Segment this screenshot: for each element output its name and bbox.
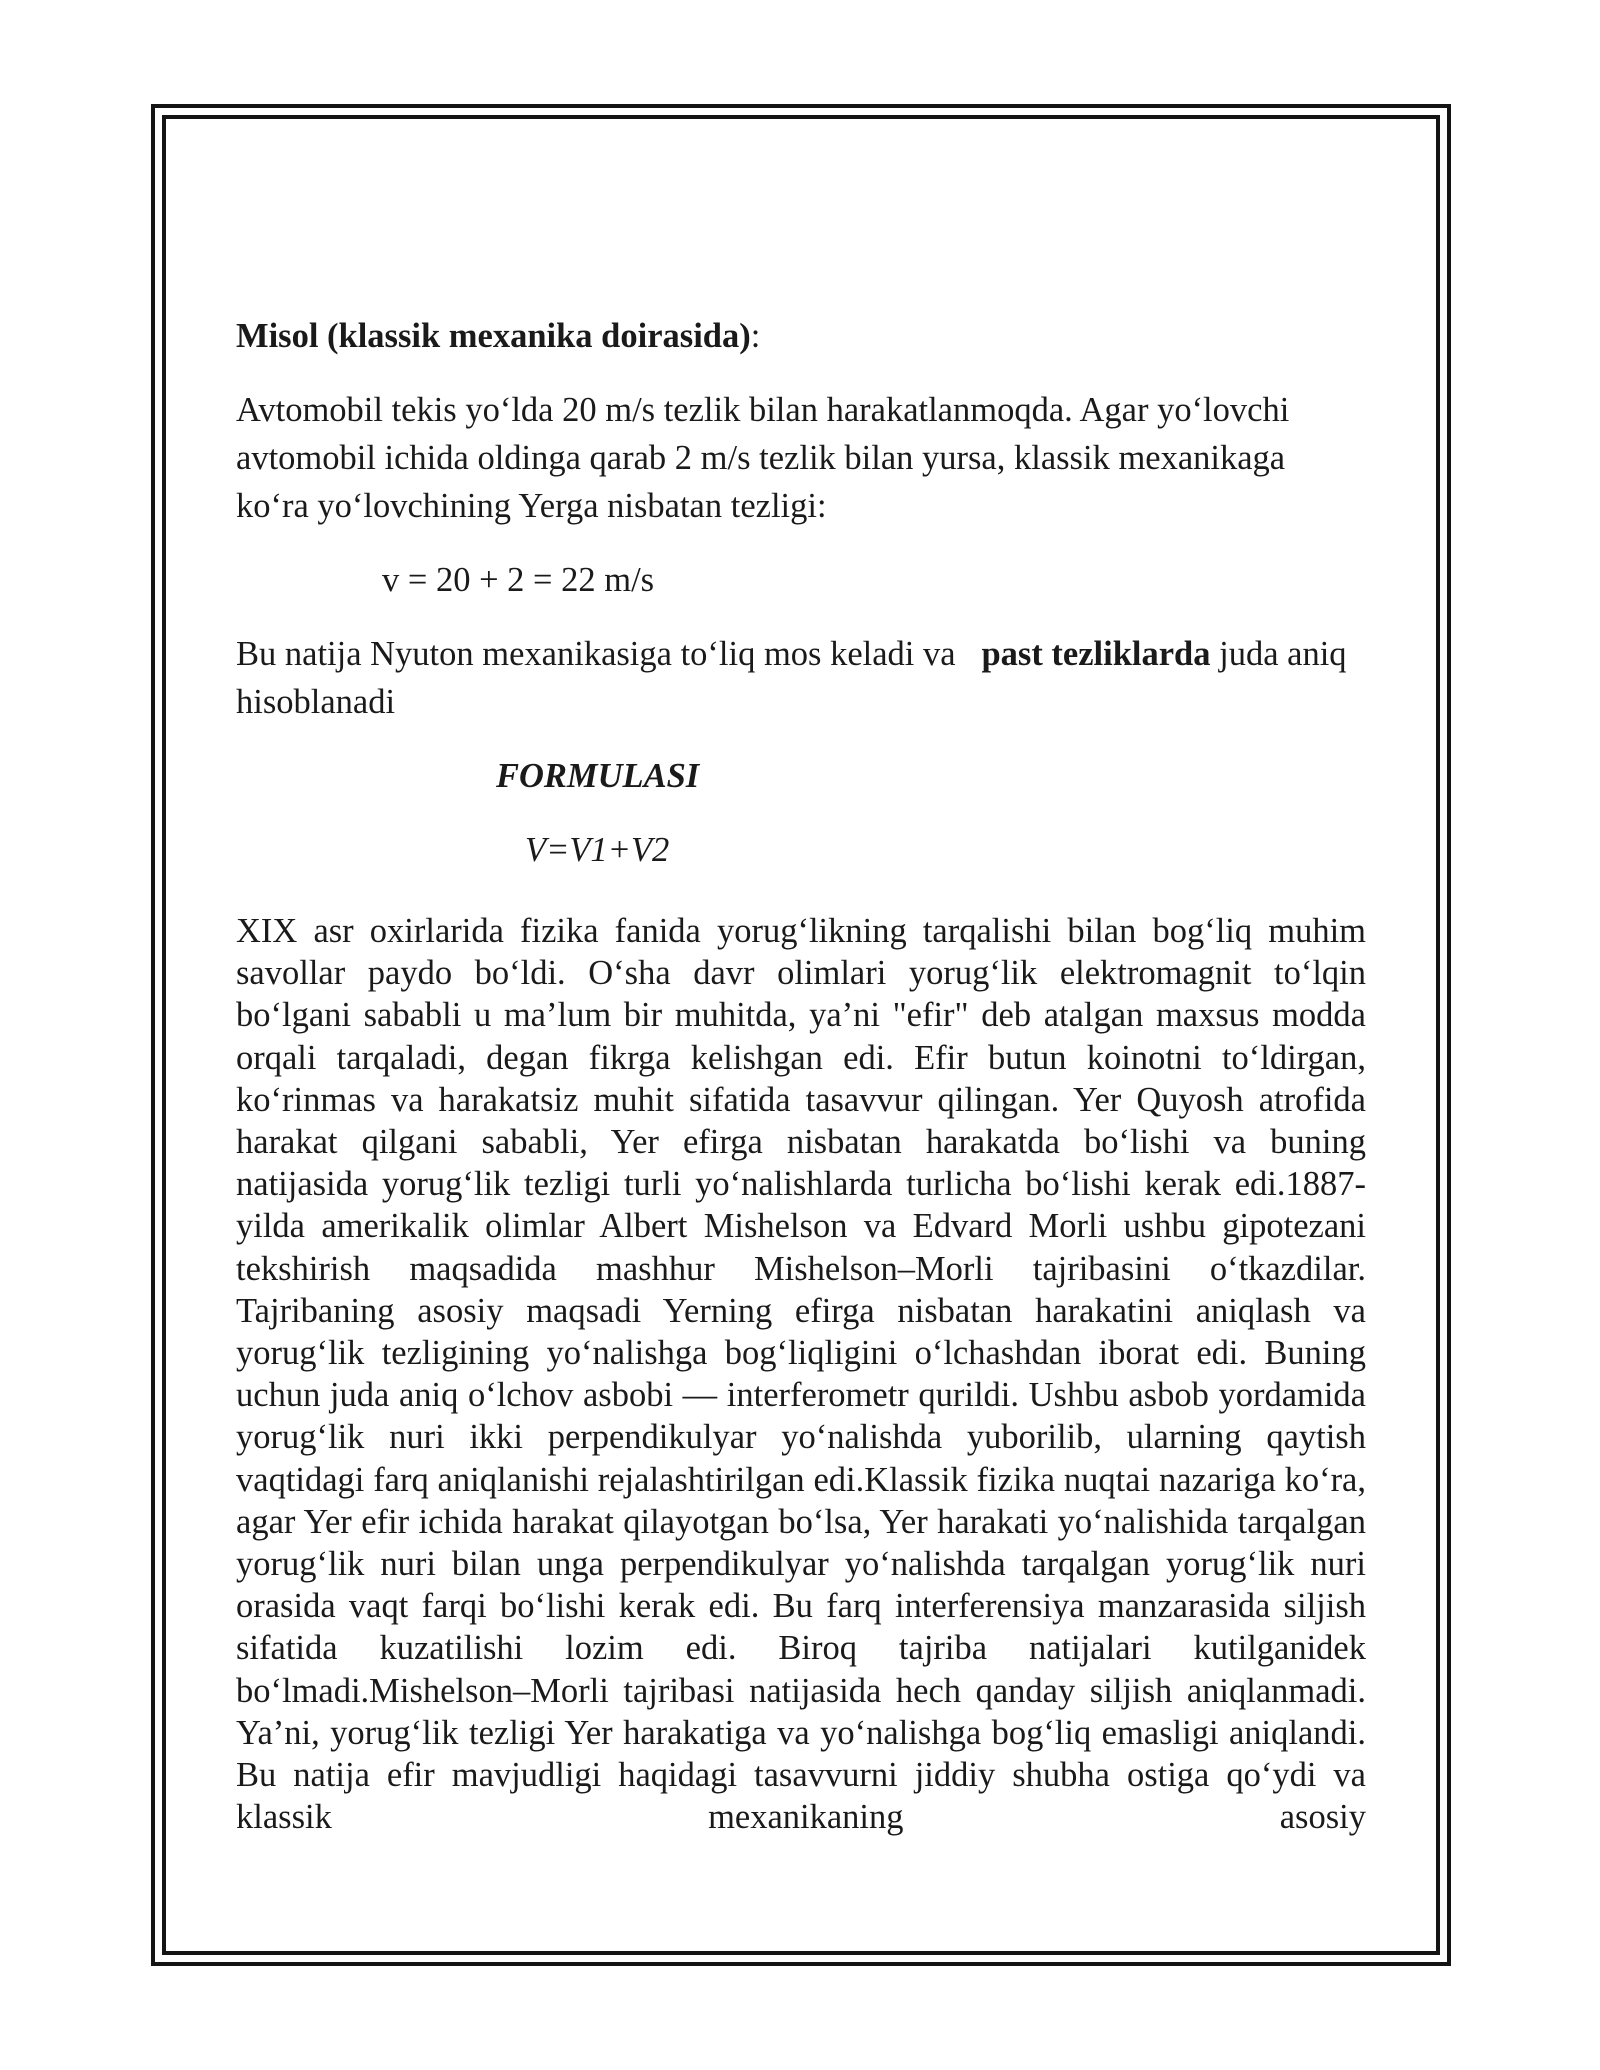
formula-expression: V=V1+V2 [525,831,670,869]
document-body [236,312,1366,1838]
formula-title: FORMULASI [496,757,700,795]
result-text-bold: past tezliklarda [981,635,1211,673]
result-text-before: Bu natija Nyuton mexanikasiga to‘liq mos keladi va [236,635,956,673]
velocity-equation: v = 20 + 2 = 22 m/s [382,561,655,599]
history-paragraph: XIX asr oxirlarida fizika fanida yorug‘likning tarqalishi bilan bog‘liq muhim savollar paydo bo‘ldi. O‘sha davr olimlari yorug‘lik elektromagnit to‘lqin bo‘lgani sababli u ma’lum bir muhitda, ya’ni "efir" deb atalgan maxsus modda orqali tarqaladi, degan fikrga kelishgan edi. Efir butun koinotni to‘ldirgan, ko‘rinmas va harakatsiz muhit sifatida tasavvur qilingan. Yer Quyosh atrofida harakat qilgani sababli, Yer efirga nisbatan harakatda bo‘lishi va buning natijasida yorug‘lik tezligi turli yo‘nalishlarda turlicha bo‘lishi kerak edi.1887-yilda amerikalik olimlar Albert Mishelson va Edvard Morli ushbu gipotezani tekshirish maqsadida mashhur Mishelson–Morli tajribasini o‘tkazdilar. Tajribaning asosiy maqsadi Yerning efirga nisbatan harakatini aniqlash va yorug‘lik tezligining yo‘nalishga bog‘liqligini o‘lchashdan iborat edi. Buning uchun juda aniq o‘lchov asbobi — interferometr qurildi. Ushbu asbob yordamida yorug‘lik nuri ikki perpendikulyar yo‘nalishda yuborilib, ularning qaytish vaqtidagi farq aniqlanishi rejalashtirilgan edi.Klassik fizika nuqtai nazariga ko‘ra, agar Yer efir ichida harakat qilayotgan bo‘lsa, Yer harakati yo‘nalishida tarqalgan yorug‘lik nuri bilan unga perpendikulyar yo‘nalishda tarqalgan yorug‘lik nuri orasida vaqt farqi bo‘lishi kerak edi. Bu farq interferensiya manzarasida siljish sifatida kuzatilishi lozim edi. Biroq tajriba natijalari kutilganidek bo‘lmadi.Mishelson–Morli tajribasi natijasida hech qanday siljish aniqlanmadi. Ya’ni, yorug‘lik tezligi Yer harakatiga va yo‘nalishga bog‘liq emasligi aniqlandi. Bu natija efir mavjudligi haqidagi tasavvurni jiddiy shubha ostiga qo‘ydi va klassik mexanikaning asosiy [236,912,1366,1837]
example-paragraph: Avtomobil tekis yo‘lda 20 m/s tezlik bilan harakatlanmoqda. Agar yo‘lovchi avtomobil ichida oldinga qarab 2 m/s tezlik bilan yursa, klassik mexanikaga ko‘ra yo‘lovchining Yerga nisbatan tezligi: [236,391,1290,525]
example-heading-bold: Misol (klassik mexanika doirasida) [236,317,751,355]
example-heading-colon: : [750,317,761,355]
result-text-after: juda aniq hisoblanadi [236,635,1347,721]
example-heading [236,312,1366,360]
result-paragraph [236,630,1366,726]
